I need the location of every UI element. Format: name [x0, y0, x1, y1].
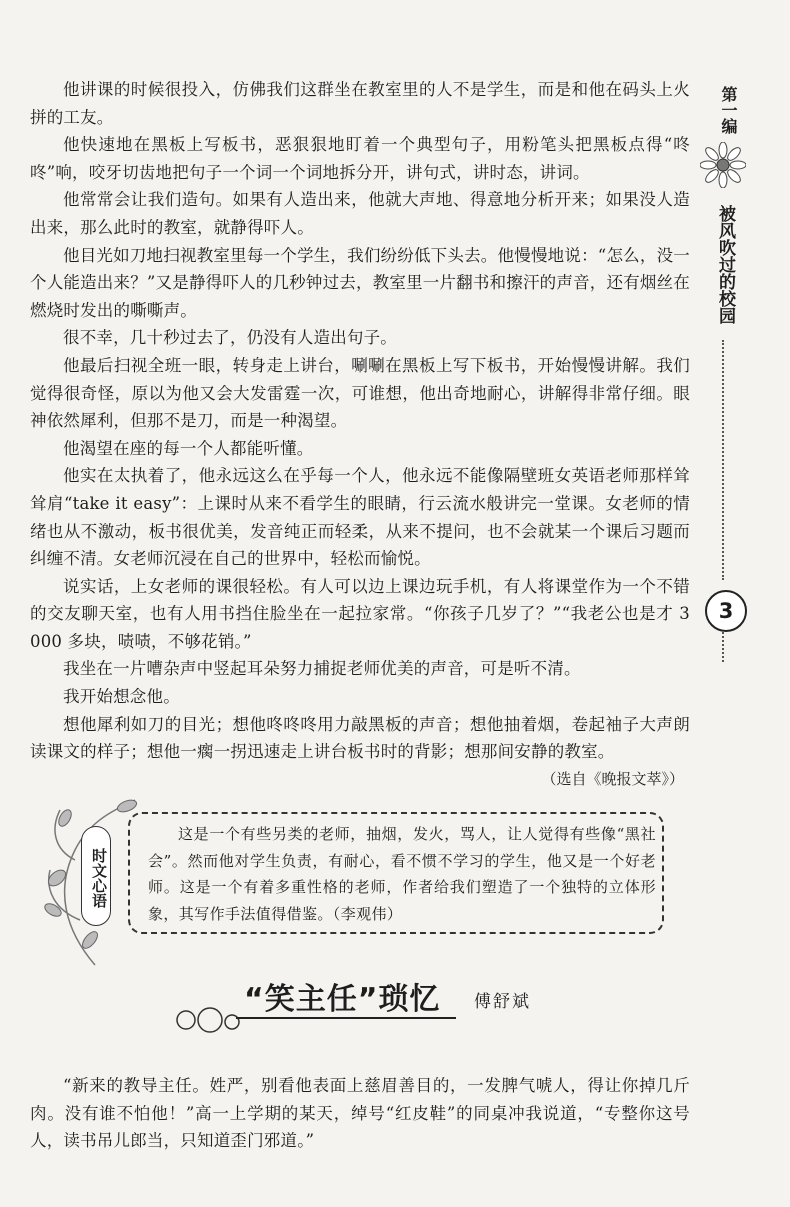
paragraph: 他快速地在黑板上写板书，恶狠狠地盯着一个典型句子，用粉笔头把黑板点得“咚咚”响，咬牙切齿地把句子一个词一个词地拆分开，讲句式，讲时态，讲词。 [30, 135, 690, 182]
comment-label: 时文心语 [81, 826, 111, 926]
paragraph: 他渴望在座的每一个人都能听懂。 [63, 438, 314, 458]
paragraph: 他讲课的时候很投入，仿佛我们这群坐在教室里的人不是学生，而是和他在码头上火拼的工友。 [30, 80, 690, 127]
section-title: 被风吹过的校园 [715, 205, 735, 324]
source-citation: （选自《晚报文萃》） [541, 769, 684, 788]
article-body [30, 76, 690, 793]
section-label: 第一编 [719, 86, 738, 134]
article-author: 傅舒斌 [474, 992, 531, 1012]
page-number: 3 [705, 590, 747, 632]
paragraph: 说实话，上女老师的课很轻松。有人可以边上课边玩手机，有人将课堂作为一个不错的交友聊天室，也有人用书挡住脸坐在一起拉家常。“你孩子几岁了？”“我老公也是才 3 000 多块，啧啧，不够花销。” [30, 576, 690, 651]
paragraph: 他目光如刀地扫视教室里每一个学生，我们纷纷低下头去。他慢慢地说：“怎么，没一个人能造出来？”又是静得吓人的几秒钟过去，教室里一片翻书和擦汗的声音，还有烟丝在燃烧时发出的嘶嘶声。 [30, 245, 690, 320]
comment-text: 这是一个有些另类的老师，抽烟，发火，骂人，让人觉得有些像“黑社会”。然而他对学生负责，有耐心，看不惯不学习的学生，他又是一个好老师。这是一个有着多重性格的老师，作者给我们塑造了一个独特的立体形象，其写作手法值得借鉴。（李观伟） [148, 825, 656, 923]
paragraph: 他实在太执着了，他永远这么在乎每一个人，他永远不能像隔壁班女英语老师那样耸耸肩“take it easy”：上课时从来不看学生的眼睛，行云流水般讲完一堂课。女老师的情绪也从不激动，板书很优美，发音纯正而轻柔，从来不提问，也不会就某一个课后习题而纠缠不清。女老师沉浸在自己的世界中，轻松而愉悦。 [30, 466, 690, 569]
dotted-divider [722, 340, 724, 580]
dotted-divider [722, 632, 724, 662]
paragraph: 他最后扫视全班一眼，转身走上讲台，唰唰在黑板上写下板书，开始慢慢讲解。我们觉得很奇怪，原以为他又会大发雷霆一次，可谁想，他出奇地耐心，讲解得非常仔细。眼神依然犀利，但那不是刀，而是一种渴望。 [30, 355, 690, 431]
next-article-body [30, 1072, 690, 1155]
paragraph: 他常常会让我们造句。如果有人造出来，他就大声地、得意地分析开来；如果没人造出来，那么此时的教室，就静得吓人。 [30, 190, 690, 237]
paragraph: 我开始想念他。 [63, 687, 180, 707]
paragraph: “新来的教导主任。姓严，别看他表面上慈眉善目的，一发脾气唬人，得让你掉几斤肉。没有谁不怕他！”高一上学期的某天，绰号“红皮鞋”的同桌冲我说道，“专整你这号人，读书吊儿郎当，只知道歪门邪道。” [30, 1076, 690, 1151]
paragraph: 很不幸，几十秒过去了，仍没有人造出句子。 [63, 328, 397, 348]
title-underline [236, 1017, 456, 1019]
daisy-icon [700, 142, 746, 188]
paragraph: 我坐在一片嘈杂声中竖起耳朵努力捕捉老师优美的声音，可是听不清。 [63, 659, 581, 679]
paragraph: 想他犀利如刀的目光；想他咚咚咚用力敲黑板的声音；想他抽着烟，卷起袖子大声朗读课文的样子；想他一瘸一拐迅速走上讲台板书时的背影；想那间安静的教室。 [30, 714, 690, 762]
article-title: “笑主任”琐忆 [244, 982, 441, 1017]
